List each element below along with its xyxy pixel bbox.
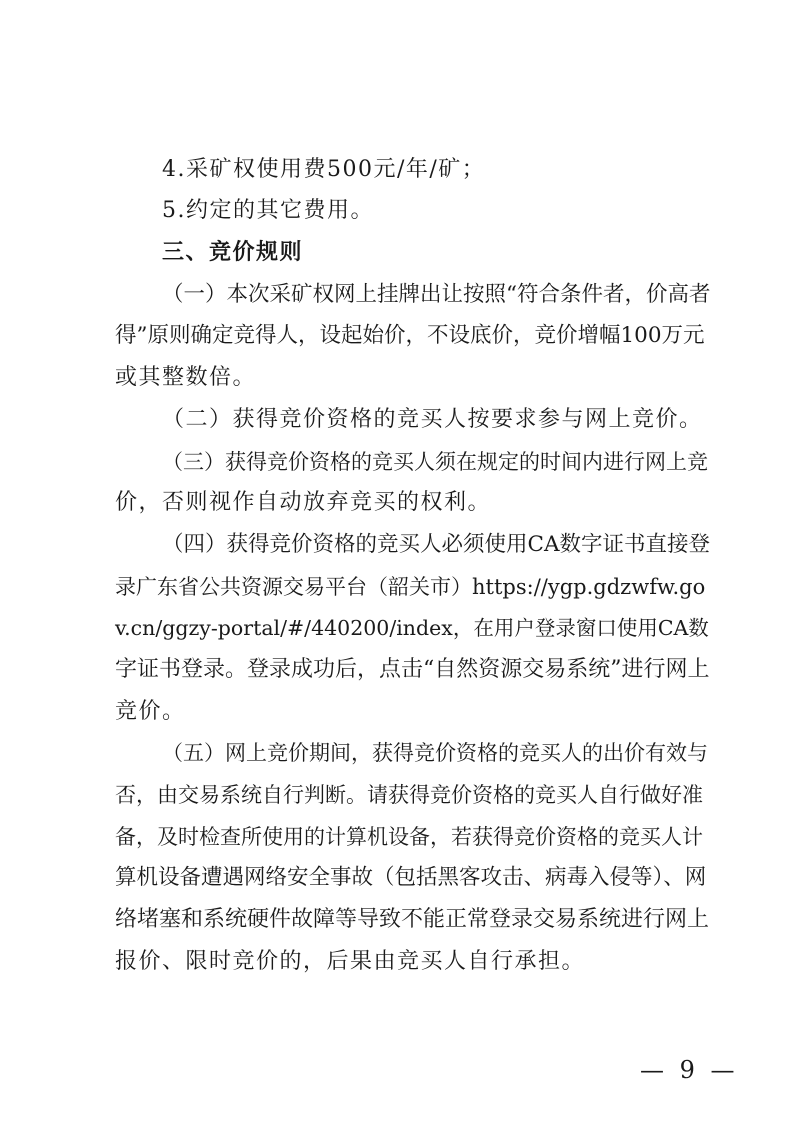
paragraph-2-line-1: （二）获得竞价资格的竞买人按要求参与网上竞价。	[162, 407, 703, 432]
paragraph-4-line-3: v.cn/ggzy-portal/#/440200/index，在用户登录窗口使用CA数	[115, 616, 709, 640]
paragraph-5-line-5: 络堵塞和系统硬件故障等导致不能正常登录交易系统进行网上	[115, 907, 710, 932]
paragraph-1-line-1: （一）本次采矿权网上挂牌出让按照“符合条件者，价高者	[162, 282, 711, 307]
paragraph-5-line-4: 算机设备遭遇网络安全事故（包括黑客攻击、病毒入侵等）、网	[115, 865, 707, 890]
paragraph-4-line-4: 字证书登录。登录成功后，点击“自然资源交易系统”进行网上	[115, 657, 710, 682]
paragraph-3-line-2: 价，否则视作自动放弃竞买的权利。	[115, 490, 492, 515]
paragraph-5-line-2: 否，由交易系统自行判断。请获得竞价资格的竞买人自行做好准	[115, 783, 703, 807]
paragraph-1-line-3: 或其整数倍。	[115, 365, 257, 390]
paragraph-5-line-1: （五）网上竞价期间，获得竞价资格的竞买人的出价有效与	[162, 741, 708, 765]
paragraph-5-line-3: 备，及时检查所使用的计算机设备，若获得竞价资格的竞买人计	[115, 825, 703, 849]
paragraph-4-line-5: 竞价。	[115, 699, 186, 724]
text-line-fee-item-5: 5.约定的其它费用。	[162, 198, 374, 223]
paragraph-1-line-2: 得”原则确定竞得人，设起始价，不设底价，竞价增幅100万元	[115, 323, 705, 348]
paragraph-5-line-6: 报价、限时竞价的，后果由竞买人自行承担。	[115, 949, 586, 974]
text-line-fee-item-4: 4.采矿权使用费500元/年/矿；	[162, 157, 486, 182]
paragraph-4-line-2: 录广东省公共资源交易平台（韶关市）https://ygp.gdzwfw.go	[115, 575, 706, 599]
paragraph-3-line-1: （三）获得竞价资格的竞买人须在规定的时间内进行网上竞	[162, 450, 708, 474]
page-number: — 9 —	[640, 1056, 739, 1084]
section-heading-bidding-rules: 三、竞价规则	[162, 240, 304, 265]
paragraph-4-line-1: （四）获得竞价资格的竞买人必须使用CA数字证书直接登	[162, 532, 710, 557]
